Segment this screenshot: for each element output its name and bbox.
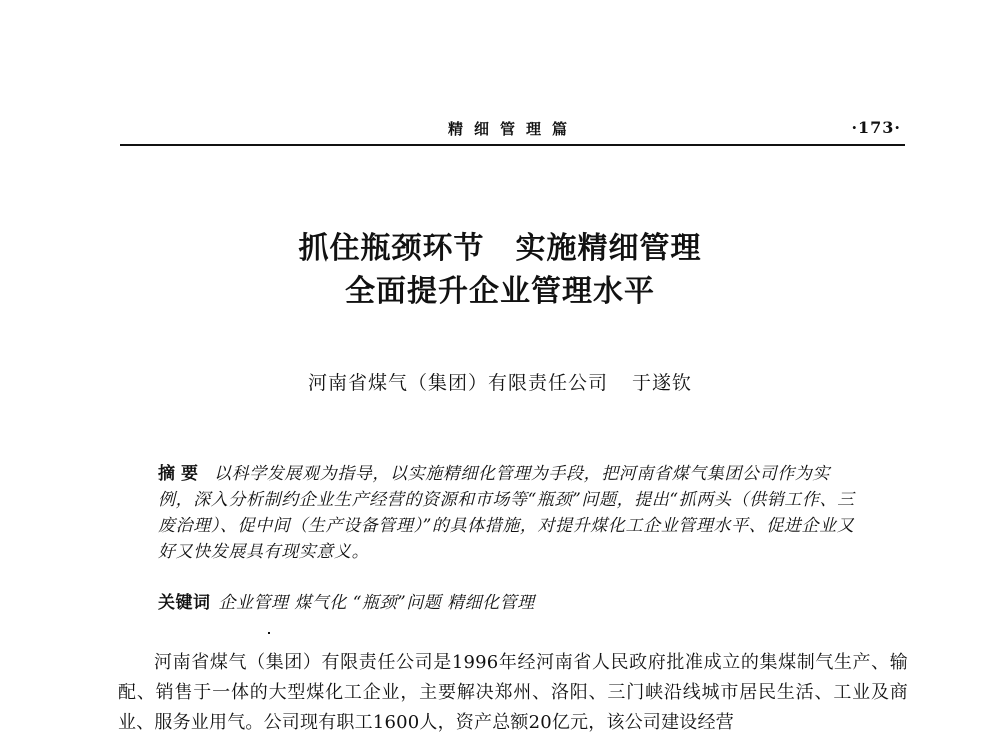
author-name: 于遂钦 — [632, 372, 693, 394]
running-header — [120, 116, 905, 146]
abstract-text: 以科学发展观为指导，以实施精细化管理为手段，把河南省煤气集团公司作为实例，深入分析制约企业生产经营的资源和市场等“瓶颈”问题，提出“抓两头（供销工作、三废治理）、促中间（生产设备管理）”的具体措施，对提升煤化工企业管理水平、促进企业又好又快发展具有现实意义。 — [158, 464, 855, 562]
article-title-line-2: 全面提升企业管理水平 — [345, 274, 655, 309]
keywords-label: 关键词 — [158, 593, 211, 613]
article-title-line-1: 抓住瓶颈环节 实施精细管理 — [298, 231, 702, 266]
print-speck — [268, 632, 270, 634]
author-organization: 河南省煤气（集团）有限责任公司 — [307, 372, 608, 394]
body-paragraph: 河南省煤气（集团）有限责任公司是1996年经河南省人民政府批准成立的集煤制气生产、输配、销售于一体的大型煤化工企业，主要解决郑州、洛阳、三门峡沿线城市居民生活、工业及商业、服务业用气。公司现有职工1600人，资产总额20亿元，该公司建设经营 — [118, 652, 908, 733]
abstract — [158, 461, 858, 565]
abstract-label: 摘要 — [158, 464, 204, 484]
byline — [0, 368, 1000, 395]
running-header-section: 精细管理篇 — [448, 120, 579, 138]
keywords — [158, 588, 858, 613]
keywords-text: 企业管理 煤气化 “瓶颈”问题 精细化管理 — [218, 593, 535, 613]
page-number: ·173· — [851, 118, 901, 137]
